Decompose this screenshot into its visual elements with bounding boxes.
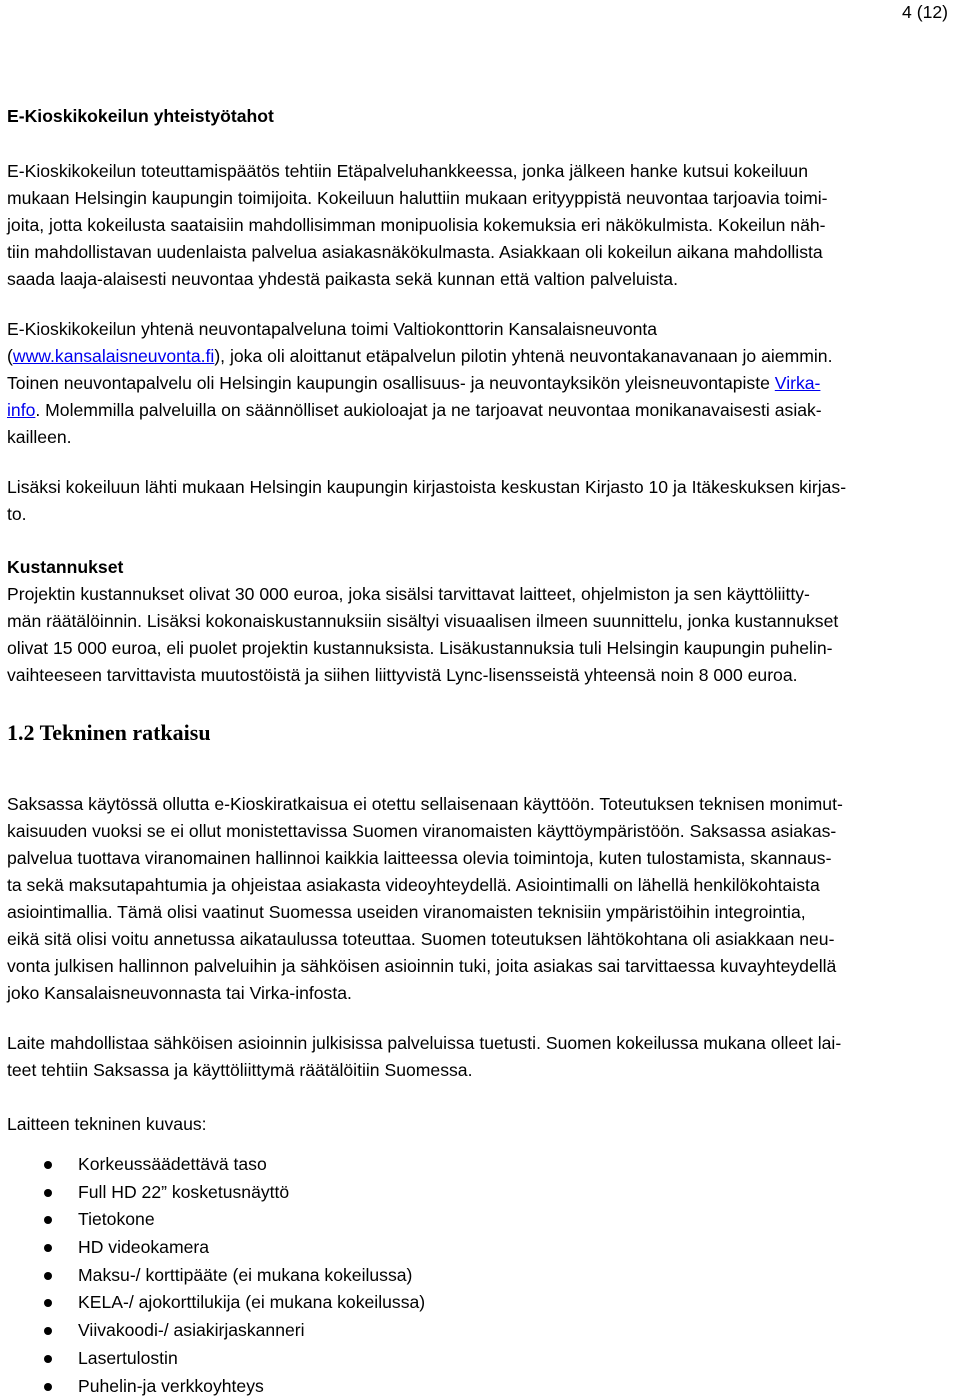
text-line: palvelua tuottava viranomainen hallinnoi kaikkia laitteessa olevia toimintoja, kuten tulostamista, skannaus- <box>7 845 953 872</box>
list-item-label: Tietokone <box>78 1209 155 1229</box>
text-line: joko Kansalaisneuvonnasta tai Virka-infosta. <box>7 980 953 1007</box>
list-item-label: Full HD 22” kosketusnäyttö <box>78 1182 289 1202</box>
text-line: Lisäksi kokeiluun lähti mukaan Helsingin kaupungin kirjastoista keskustan Kirjasto 10 ja Itäkeskuksen kirjas- <box>7 474 953 501</box>
bullet-icon <box>44 1216 52 1224</box>
list-item-label: Viivakoodi-/ asiakirjaskanneri <box>78 1320 305 1340</box>
bullet-icon <box>44 1244 52 1252</box>
text-line: kailleen. <box>7 424 953 451</box>
virka-info-link-part1[interactable]: Virka- <box>775 373 821 393</box>
page-number: 4 (12) <box>902 2 948 22</box>
list-item-label: Maksu-/ korttipääte (ei mukana kokeilussa) <box>78 1265 412 1285</box>
text-line: to. <box>7 501 953 528</box>
text-line: E-Kioskikokeilun yhtenä neuvontapalveluna toimi Valtiokonttorin Kansalaisneuvonta <box>7 316 953 343</box>
text-fragment: Toinen neuvontapalvelu oli Helsingin kaupungin osallisuus- ja neuvontayksikön yleisneuvontapiste <box>7 373 775 393</box>
text-fragment: ), joka oli aloittanut etäpalvelun pilotin yhtenä neuvontakanavanaan jo aiemmin. <box>214 346 832 366</box>
list-item <box>0 1289 700 1317</box>
list-item <box>0 1345 700 1373</box>
bullet-icon <box>44 1355 52 1363</box>
text-line <box>7 397 953 424</box>
text-line: olivat 15 000 euroa, eli puolet projektin kustannuksista. Lisäkustannuksia tuli Helsingin kaupungin puhelin- <box>7 635 953 662</box>
list-item <box>0 1373 700 1400</box>
text-line <box>7 370 953 397</box>
bullet-icon <box>44 1161 52 1169</box>
bullet-icon <box>44 1327 52 1335</box>
text-line: Projektin kustannukset olivat 30 000 euroa, joka sisälsi tarvittavat laitteet, ohjelmiston ja sen käyttöliitty- <box>7 581 953 608</box>
text-line: asiointimallia. Tämä olisi vaatinut Suomessa useiden viranomaisten teknisiin ympäristöihin integrointia, <box>7 899 953 926</box>
cooperation-paragraph-3 <box>7 474 953 528</box>
text-line: vonta julkisen hallinnon palveluihin ja sähköisen asioinnin tuki, joita asiakas sai tarvittaessa kuvayhteydellä <box>7 953 953 980</box>
costs-heading: Kustannukset <box>7 554 953 581</box>
technical-solution-heading: 1.2 Tekninen ratkaisu <box>7 719 211 747</box>
text-line: eikä sitä olisi voitu annetussa aikataulussa toteuttaa. Suomen toteutuksen lähtökohtana oli asiakkaan neu- <box>7 926 953 953</box>
list-item <box>0 1151 700 1179</box>
kansalaisneuvonta-link[interactable]: www.kansalaisneuvonta.fi <box>13 346 214 366</box>
device-feature-list <box>0 1151 700 1400</box>
bullet-icon <box>44 1383 52 1391</box>
list-item <box>0 1206 700 1234</box>
list-item <box>0 1317 700 1345</box>
list-item-label: Korkeussäädettävä taso <box>78 1154 267 1174</box>
virka-info-link-part2[interactable]: info <box>7 400 35 420</box>
costs-section <box>7 554 953 689</box>
cooperation-paragraph-2 <box>7 316 953 451</box>
cooperation-paragraph-1 <box>7 158 953 293</box>
list-item <box>0 1179 700 1207</box>
list-item-label: Puhelin-ja verkkoyhteys <box>78 1376 264 1396</box>
list-item <box>0 1262 700 1290</box>
bullet-icon <box>44 1272 52 1280</box>
text-line: män räätälöinnin. Lisäksi kokonaiskustannuksiin sisältyi visuaalisen ilmeen suunnittelu, jonka kustannukset <box>7 608 953 635</box>
list-item-label: Lasertulostin <box>78 1348 178 1368</box>
text-line: ta sekä maksutapahtumia ja ohjeistaa asiakasta videoyhteydellä. Asiointimalli on lähellä henkilökohtaista <box>7 872 953 899</box>
text-line: tiin mahdollistavan uudenlaista palvelua asiakasnäkökulmasta. Asiakkaan oli kokeilun aikana mahdollista <box>7 239 953 266</box>
text-line: vaihteeseen tarvittavista muutostöistä ja siihen liittyvistä Lync-lisensseistä yhteensä noin 8 000 euroa. <box>7 662 953 689</box>
text-fragment: . Molemmilla palveluilla on säännölliset aukioloajat ja ne tarjoavat neuvontaa monikanavaisesti asiak- <box>35 400 821 420</box>
cooperation-heading: E-Kioskikokeilun yhteistyötahot <box>7 103 953 130</box>
bullet-icon <box>44 1189 52 1197</box>
text-line: kaisuuden vuoksi se ei ollut monistettavissa Suomen viranomaisten käyttöympäristöön. Saksassa asiakas- <box>7 818 953 845</box>
bullet-icon <box>44 1299 52 1307</box>
text-line: saada laaja-alaisesti neuvontaa yhdestä paikasta sekä kunnan että valtion palveluista. <box>7 266 953 293</box>
text-line: Saksassa käytössä ollutta e-Kioskiratkaisua ei otettu sellaisenaan käyttöön. Toteutuksen teknisen monimut- <box>7 791 953 818</box>
list-item-label: HD videokamera <box>78 1237 209 1257</box>
list-item <box>0 1234 700 1262</box>
technical-paragraph-2 <box>7 1030 953 1084</box>
text-line: E-Kioskikokeilun toteuttamispäätös tehtiin Etäpalveluhankkeessa, jonka jälkeen hanke kutsui kokeiluun <box>7 158 953 185</box>
device-description-intro: Laitteen tekninen kuvaus: <box>7 1111 953 1138</box>
text-line: Laite mahdollistaa sähköisen asioinnin julkisissa palveluissa tuetusti. Suomen kokeilussa mukana olleet lai- <box>7 1030 953 1057</box>
paren-open: ( <box>7 346 13 366</box>
text-line <box>7 343 953 370</box>
text-line: mukaan Helsingin kaupungin toimijoita. Kokeiluun haluttiin mukaan erityyppistä neuvontaa tarjoavia toimi- <box>7 185 953 212</box>
text-line: teet tehtiin Saksassa ja käyttöliittymä räätälöitiin Suomessa. <box>7 1057 953 1084</box>
technical-paragraph-1 <box>7 791 953 1007</box>
text-line: joita, jotta kokeilusta saataisiin mahdollisimman monipuolisia kokemuksia eri näkökulmista. Kokeilun näh- <box>7 212 953 239</box>
list-item-label: KELA-/ ajokorttilukija (ei mukana kokeilussa) <box>78 1292 425 1312</box>
